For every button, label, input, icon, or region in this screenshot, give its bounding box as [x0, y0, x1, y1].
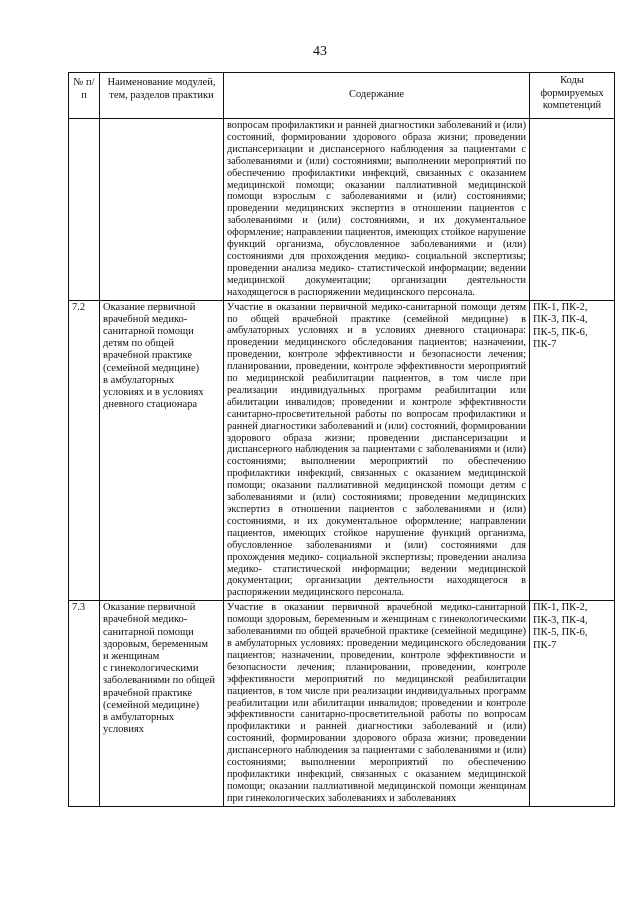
module-name-line: условиях	[103, 724, 145, 736]
row-content: вопросам профилактики и ранней диагностики заболеваний и (или) состояний, формировании здорового образа жизни; проведении диспансеризации и диспансерного наблюдения за пациентами с заболеваниями и (или) состояниями; выполнении мероприятий по обеспечению профилактики инфекций, связанных с оказанием медицинской помощи; оказании паллиативной медицинской помощи взрослым с заболеваниями и (или) состояниями; проведении медицинских экспертиз в отношении пациентов с заболеваниями и (или) состояниями, и их документальное оформление; направлении пациентов, имеющих стойкое нарушение функций организма, обусловленное заболеваниями и (или) состояниями для прохождения медико- социальной экспертизы; проведении анализа медико- статистической информации; ведении медицинской документации; организации деятельности находящегося в распоряжении медицинского персонала.	[224, 119, 530, 301]
module-name-line: детям по общей	[103, 338, 175, 350]
competence-code-line: ПК-5, ПК-6,	[533, 326, 588, 338]
table-row	[69, 119, 615, 301]
row-number: 7.3	[69, 601, 100, 806]
header-codes: Коды формируемых компетенций	[530, 73, 615, 119]
module-name-line: заболеваниями по общей	[103, 675, 216, 687]
header-name: Наименование модулей, тем, разделов практики	[100, 73, 224, 119]
competence-code-line: ПК-3, ПК-4,	[533, 314, 588, 326]
module-name-line: условиях и в условиях	[103, 387, 204, 399]
module-name-line: врачебной практике	[103, 687, 193, 699]
row-competence-codes	[530, 119, 615, 301]
page-number: 43	[313, 44, 327, 59]
module-name-line: в амбулаторных	[103, 374, 175, 386]
row-number	[69, 119, 100, 301]
row-number: 7.2	[69, 300, 100, 601]
competence-code-line: ПК-7	[533, 339, 557, 351]
module-name-line: (семейной медицине)	[103, 699, 200, 711]
row-module-name	[100, 119, 224, 301]
competence-code-line: ПК-7	[533, 639, 557, 651]
module-name-line: Оказание первичной	[103, 301, 196, 313]
competence-code-line: ПК-1, ПК-2,	[533, 301, 588, 313]
table-header-row	[69, 73, 615, 119]
module-name-line: дневного стационара	[103, 399, 198, 411]
row-competence-codes	[530, 300, 615, 601]
competence-code-line: ПК-3, ПК-4,	[533, 614, 588, 626]
module-name-line: врачебной медико-	[103, 614, 188, 626]
row-module-name	[100, 601, 224, 806]
module-name-line: с гинекологическими	[103, 663, 199, 675]
practice-table	[68, 72, 615, 807]
header-num: № п/п	[69, 73, 100, 119]
module-name-line: (семейной медицине)	[103, 362, 200, 374]
row-module-name	[100, 300, 224, 601]
module-name-line: в амбулаторных	[103, 712, 175, 724]
header-content: Содержание	[224, 73, 530, 119]
module-name-line: врачебной практике	[103, 350, 193, 362]
module-name-line: и женщинам	[103, 651, 160, 663]
row-content: Участие в оказании первичной медико-санитарной помощи детям по общей врачебной практике (семейной медицине) в амбулаторных условиях и в условиях дневного стационара: проведении медицинского обследования пациентов; назначении, проведении, контроле эффективности и безопасности лечения; планировании, проведении, контроле эффективности мероприятий по медицинской реабилитации пациентов, в том числе при реализации индивидуальных программ реабилитации или абилитации инвалидов; проведении и контроле эффективности санитарно-просветительной работы по вопросам профилактики и ранней диагностики заболеваний и (или) состояний, формировании здорового образа жизни; проведении диспансеризации и диспансерного наблюдения за пациентами с заболеваниями и (или) состояниями; выполнении мероприятий по обеспечению профилактики инфекций, связанных с оказанием медицинской помощи; оказании паллиативной медицинской помощи детям с заболеваниями и (или) состояниями; проведении медицинских экспертиз в отношении пациентов с заболеваниями и (или) состояниями, и их документальное оформление; направлении пациентов, имеющих стойкое нарушение функций организма, обусловленное заболеваниями и (или) состояниями для прохождения медико- социальной экспертизы; проведении анализа медико- статистической информации; ведении медицинской документации; организации деятельности находящегося в распоряжении медицинского персонала.	[224, 300, 530, 601]
competence-code-line: ПК-1, ПК-2,	[533, 602, 588, 614]
module-name-line: Оказание первичной	[103, 602, 196, 614]
table-row	[69, 601, 615, 806]
competence-code-line: ПК-5, ПК-6,	[533, 627, 588, 639]
row-competence-codes	[530, 601, 615, 806]
module-name-line: врачебной медико-	[103, 313, 188, 325]
table-row	[69, 300, 615, 601]
module-name-line: санитарной помощи	[103, 326, 194, 337]
module-name-line: здоровым, беременным	[103, 638, 208, 650]
module-name-line: санитарной помощи	[103, 626, 194, 638]
row-content: Участие в оказании первичной врачебной медико-санитарной помощи здоровым, беременным и женщинам с гинекологическими заболеваниями по общей врачебной практике (семейной медицине) в амбулаторных условиях: проведении медицинского обследования пациентов; назначении, проведении, контроле эффективности и безопасности лечения; планировании, проведении, контроле эффективности мероприятий по медицинской реабилитации пациентов, в том числе при реализации индивидуальных программ реабилитации или абилитации инвалидов; проведении и контроле эффективности санитарно-просветительной работы по вопросам профилактики и ранней диагностики заболеваний и (или) состояний, формировании здорового образа жизни; проведении диспансерного наблюдения за пациентами с заболеваниями и (или) состояниями; выполнении мероприятий по обеспечению профилактики инфекций, связанных с оказанием медицинской помощи; оказании паллиативной медицинской помощи женщинам при гинекологических заболеваниях и заболеваниях	[224, 601, 530, 806]
